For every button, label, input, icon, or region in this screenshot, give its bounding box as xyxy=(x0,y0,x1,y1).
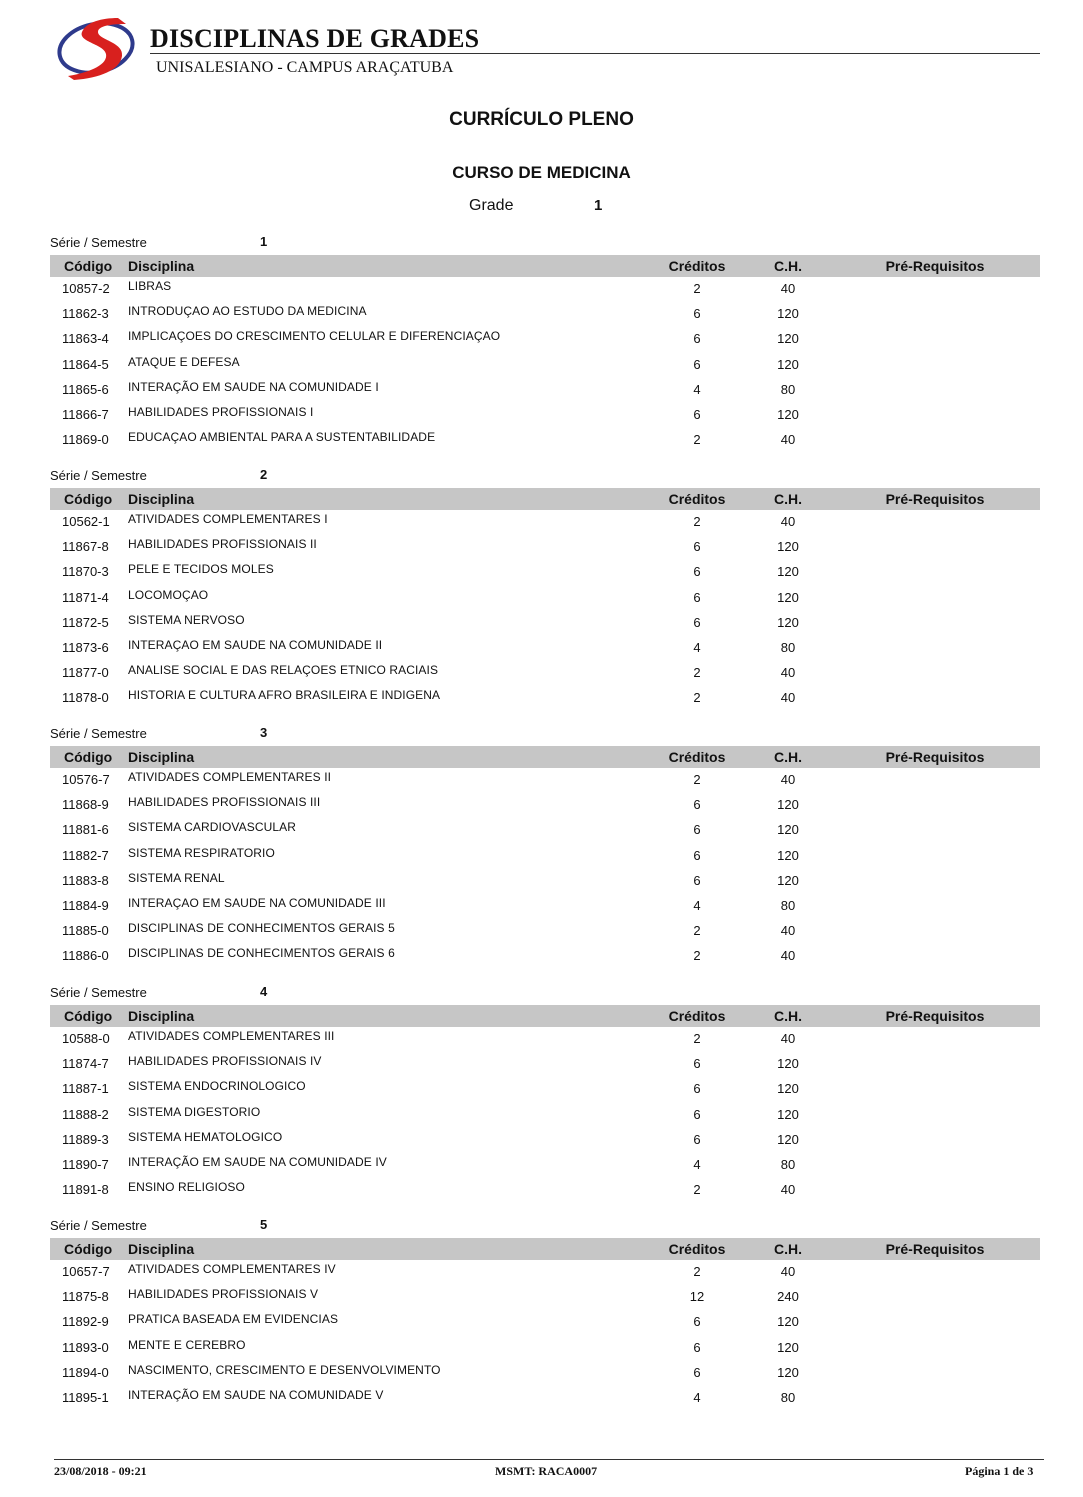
header-credits: Créditos xyxy=(668,1241,726,1257)
header-ch: C.H. xyxy=(774,1241,802,1257)
discipline-name: HABILIDADES PROFISSIONAIS I xyxy=(128,404,314,419)
semester-number: 4 xyxy=(260,984,268,999)
header-prereq: Pré-Requisitos xyxy=(885,1008,985,1024)
discipline-code: 11877-0 xyxy=(62,665,109,681)
table-row xyxy=(50,1103,1040,1128)
discipline-name: NASCIMENTO, CRESCIMENTO E DESENVOLVIMENTO xyxy=(128,1362,441,1377)
header-discipline: Disciplina xyxy=(128,258,195,274)
discipline-ch: 120 xyxy=(777,1081,799,1097)
semester-section xyxy=(50,983,1040,1203)
discipline-name: ATIVIDADES COMPLEMENTARES I xyxy=(128,512,328,526)
discipline-ch: 240 xyxy=(777,1289,799,1305)
semester-label: Série / Semestre xyxy=(50,726,147,741)
semester-section xyxy=(50,724,1040,970)
discipline-credits: 6 xyxy=(693,797,701,813)
header-credits: Créditos xyxy=(668,1008,726,1024)
discipline-credits: 6 xyxy=(693,822,701,838)
discipline-credits: 6 xyxy=(693,589,701,605)
discipline-name: SISTEMA RENAL xyxy=(128,870,225,885)
header-prereq: Pré-Requisitos xyxy=(885,258,985,274)
table-row xyxy=(50,510,1040,535)
table-row xyxy=(50,535,1040,560)
table-row xyxy=(50,1027,1040,1052)
semester-label: Série / Semestre xyxy=(50,985,147,1000)
discipline-credits: 6 xyxy=(693,1314,701,1330)
table-row xyxy=(50,818,1040,843)
discipline-code: 11889-3 xyxy=(62,1131,109,1147)
discipline-code: 11893-0 xyxy=(62,1339,109,1355)
header-discipline: Disciplina xyxy=(128,491,195,507)
discipline-ch: 120 xyxy=(777,797,799,813)
discipline-ch: 120 xyxy=(777,331,799,347)
discipline-code: 11887-1 xyxy=(62,1081,109,1097)
discipline-ch: 120 xyxy=(777,539,799,555)
discipline-code: 11871-4 xyxy=(62,589,109,605)
discipline-credits: 2 xyxy=(693,665,701,681)
discipline-credits: 6 xyxy=(693,306,701,322)
discipline-code: 11874-7 xyxy=(62,1056,109,1072)
table-row xyxy=(50,353,1040,378)
table-row xyxy=(50,302,1040,327)
table-row xyxy=(50,586,1040,611)
table-header xyxy=(50,1238,1040,1260)
semester-heading xyxy=(50,1216,1040,1238)
discipline-code: 11891-8 xyxy=(62,1182,109,1198)
table-row xyxy=(50,1361,1040,1386)
discipline-code: 11863-4 xyxy=(62,331,109,347)
discipline-credits: 4 xyxy=(693,381,701,397)
discipline-credits: 4 xyxy=(693,897,701,913)
discipline-credits: 2 xyxy=(693,1264,701,1279)
table-row xyxy=(50,277,1040,302)
table-row xyxy=(50,768,1040,793)
discipline-name: INTRODUÇAO AO ESTUDO DA MEDICINA xyxy=(128,304,367,319)
discipline-credits: 6 xyxy=(693,1339,701,1355)
semester-number: 3 xyxy=(260,725,268,740)
discipline-credits: 6 xyxy=(693,1081,701,1097)
grade-label: Grade xyxy=(469,197,514,214)
discipline-credits: 6 xyxy=(693,872,701,888)
table-row xyxy=(50,1153,1040,1178)
discipline-name: LIBRAS xyxy=(128,279,172,293)
discipline-ch: 40 xyxy=(780,1264,796,1279)
discipline-ch: 120 xyxy=(777,872,799,888)
table-row xyxy=(50,1178,1040,1203)
header-ch: C.H. xyxy=(774,491,802,507)
discipline-ch: 80 xyxy=(780,1389,796,1405)
table-header xyxy=(50,488,1040,510)
document-subtitle: UNISALESIANO - CAMPUS ARAÇATUBA xyxy=(156,59,454,76)
discipline-name: ATAQUE E DEFESA xyxy=(128,354,240,369)
discipline-ch: 120 xyxy=(777,1106,799,1122)
discipline-credits: 2 xyxy=(693,923,701,939)
header-code: Código xyxy=(64,1008,113,1024)
semester-heading xyxy=(50,466,1040,488)
discipline-ch: 40 xyxy=(780,923,796,939)
table-row xyxy=(50,636,1040,661)
discipline-ch: 120 xyxy=(777,306,799,322)
discipline-code: 10576-7 xyxy=(62,772,110,787)
table-row xyxy=(50,793,1040,818)
semester-number: 5 xyxy=(260,1217,268,1232)
semester-heading xyxy=(50,983,1040,1005)
discipline-name: SISTEMA CARDIOVASCULAR xyxy=(128,820,297,835)
semester-heading xyxy=(50,724,1040,746)
discipline-ch: 40 xyxy=(780,1031,796,1046)
discipline-code: 11890-7 xyxy=(62,1156,109,1172)
discipline-credits: 2 xyxy=(693,1182,701,1198)
discipline-name: HABILIDADES PROFISSIONAIS IV xyxy=(128,1054,322,1069)
discipline-code: 11882-7 xyxy=(62,847,109,863)
table-row xyxy=(50,327,1040,352)
footer-report-code: MSMT: RACA0007 xyxy=(495,1464,598,1478)
discipline-credits: 6 xyxy=(693,614,701,630)
discipline-credits: 2 xyxy=(693,1031,701,1046)
header-discipline: Disciplina xyxy=(128,1241,195,1257)
discipline-ch: 120 xyxy=(777,1314,799,1330)
discipline-name: HABILIDADES PROFISSIONAIS II xyxy=(128,537,317,552)
table-row xyxy=(50,919,1040,944)
discipline-credits: 2 xyxy=(693,281,701,296)
discipline-code: 10562-1 xyxy=(62,514,110,529)
discipline-name: INTERAÇÃO EM SAUDE NA COMUNIDADE V xyxy=(128,1387,384,1402)
header-ch: C.H. xyxy=(774,749,802,765)
discipline-credits: 6 xyxy=(693,356,701,372)
discipline-ch: 40 xyxy=(780,514,796,529)
discipline-ch: 40 xyxy=(780,948,796,964)
table-row xyxy=(50,428,1040,453)
discipline-name: ENSINO RELIGIOSO xyxy=(128,1180,245,1195)
discipline-code: 11884-9 xyxy=(62,897,109,913)
discipline-credits: 2 xyxy=(693,948,701,964)
discipline-credits: 6 xyxy=(693,1056,701,1072)
discipline-code: 11865-6 xyxy=(62,381,109,397)
document-header xyxy=(0,0,1083,90)
table-row xyxy=(50,661,1040,686)
discipline-code: 11883-8 xyxy=(62,872,109,888)
table-row xyxy=(50,378,1040,403)
table-row xyxy=(50,944,1040,969)
table-row xyxy=(50,686,1040,711)
header-discipline: Disciplina xyxy=(128,749,195,765)
header-credits: Créditos xyxy=(668,258,726,274)
discipline-name: IMPLICAÇOES DO CRESCIMENTO CELULAR E DIFERENCIAÇAO xyxy=(128,329,501,344)
discipline-name: INTERAÇÃO EM SAUDE NA COMUNIDADE I xyxy=(128,379,379,394)
discipline-ch: 120 xyxy=(777,564,799,580)
discipline-code: 11866-7 xyxy=(62,406,109,422)
header-code: Código xyxy=(64,491,113,507)
discipline-code: 11885-0 xyxy=(62,923,109,939)
discipline-credits: 2 xyxy=(693,514,701,529)
discipline-ch: 80 xyxy=(780,639,796,655)
discipline-code: 11894-0 xyxy=(62,1364,109,1380)
table-row xyxy=(50,1310,1040,1335)
discipline-credits: 6 xyxy=(693,331,701,347)
discipline-ch: 120 xyxy=(777,1364,799,1380)
discipline-name: HABILIDADES PROFISSIONAIS III xyxy=(128,795,321,810)
header-prereq: Pré-Requisitos xyxy=(885,491,985,507)
discipline-credits: 6 xyxy=(693,564,701,580)
discipline-ch: 120 xyxy=(777,847,799,863)
semester-label: Série / Semestre xyxy=(50,1218,147,1233)
table-row xyxy=(50,1260,1040,1285)
discipline-name: PRATICA BASEADA EM EVIDENCIAS xyxy=(128,1312,339,1327)
discipline-ch: 40 xyxy=(780,772,796,787)
table-row xyxy=(50,894,1040,919)
footer-divider xyxy=(54,1459,1044,1460)
table-row xyxy=(50,403,1040,428)
header-code: Código xyxy=(64,1241,113,1257)
discipline-code: 10657-7 xyxy=(62,1264,110,1279)
discipline-credits: 6 xyxy=(693,1364,701,1380)
discipline-name: HABILIDADES PROFISSIONAIS V xyxy=(128,1287,319,1302)
header-credits: Créditos xyxy=(668,749,726,765)
discipline-code: 11888-2 xyxy=(62,1106,109,1122)
footer-datetime: 23/08/2018 - 09:21 xyxy=(54,1464,147,1478)
semester-label: Série / Semestre xyxy=(50,235,147,250)
discipline-ch: 40 xyxy=(780,1182,796,1198)
discipline-code: 11867-8 xyxy=(62,539,109,555)
semester-section xyxy=(50,1216,1040,1411)
header-ch: C.H. xyxy=(774,1008,802,1024)
document-title: DISCIPLINAS DE GRADES xyxy=(150,24,480,53)
discipline-credits: 2 xyxy=(693,432,701,448)
header-code: Código xyxy=(64,258,113,274)
header-discipline: Disciplina xyxy=(128,1008,195,1024)
discipline-ch: 40 xyxy=(780,690,796,706)
header-credits: Créditos xyxy=(668,491,726,507)
header-code: Código xyxy=(64,749,113,765)
semester-section xyxy=(50,466,1040,712)
discipline-credits: 4 xyxy=(693,1156,701,1172)
discipline-ch: 120 xyxy=(777,614,799,630)
discipline-code: 11878-0 xyxy=(62,690,109,706)
discipline-code: 10857-2 xyxy=(62,281,110,296)
discipline-ch: 120 xyxy=(777,1056,799,1072)
discipline-name: SISTEMA NERVOSO xyxy=(128,612,245,627)
discipline-name: EDUCAÇAO AMBIENTAL PARA A SUSTENTABILIDADE xyxy=(128,430,436,445)
discipline-name: LOCOMOÇAO xyxy=(128,587,209,602)
footer-page-number: Página 1 de 3 xyxy=(965,1464,1034,1478)
table-header xyxy=(50,746,1040,768)
discipline-credits: 6 xyxy=(693,1106,701,1122)
discipline-name: SISTEMA DIGESTORIO xyxy=(128,1104,261,1119)
discipline-ch: 120 xyxy=(777,356,799,372)
unisalesiano-s-logo-icon xyxy=(56,12,142,82)
discipline-code: 11873-6 xyxy=(62,639,109,655)
discipline-ch: 120 xyxy=(777,589,799,605)
discipline-credits: 2 xyxy=(693,772,701,787)
discipline-code: 11869-0 xyxy=(62,432,109,448)
header-prereq: Pré-Requisitos xyxy=(885,1241,985,1257)
header-prereq: Pré-Requisitos xyxy=(885,749,985,765)
table-row xyxy=(50,844,1040,869)
semester-label: Série / Semestre xyxy=(50,468,147,483)
discipline-name: INTERAÇÃO EM SAUDE NA COMUNIDADE IV xyxy=(128,1154,387,1169)
discipline-name: SISTEMA RESPIRATORIO xyxy=(128,845,275,860)
discipline-code: 11895-1 xyxy=(62,1389,109,1405)
grade-value: 1 xyxy=(594,197,603,214)
discipline-ch: 120 xyxy=(777,406,799,422)
discipline-name: ANALISE SOCIAL E DAS RELAÇOES ETNICO RACIAIS xyxy=(128,663,439,678)
discipline-code: 10588-0 xyxy=(62,1031,110,1046)
discipline-ch: 120 xyxy=(777,1339,799,1355)
discipline-ch: 80 xyxy=(780,897,796,913)
discipline-name: SISTEMA ENDOCRINOLOGICO xyxy=(128,1079,306,1094)
table-header xyxy=(50,1005,1040,1027)
discipline-credits: 12 xyxy=(689,1289,705,1305)
header-ch: C.H. xyxy=(774,258,802,274)
discipline-name: ATIVIDADES COMPLEMENTARES IV xyxy=(128,1262,336,1276)
header-divider xyxy=(150,53,1040,54)
semester-number: 1 xyxy=(260,234,268,249)
course-title: CURSO DE MEDICINA xyxy=(452,163,631,182)
table-header xyxy=(50,255,1040,277)
discipline-code: 11886-0 xyxy=(62,948,109,964)
discipline-name: DISCIPLINAS DE CONHECIMENTOS GERAIS 5 xyxy=(128,921,395,936)
discipline-name: MENTE E CEREBRO xyxy=(128,1337,246,1352)
discipline-ch: 40 xyxy=(780,432,796,448)
discipline-ch: 40 xyxy=(780,281,796,296)
discipline-code: 11864-5 xyxy=(62,356,109,372)
discipline-name: ATIVIDADES COMPLEMENTARES II xyxy=(128,770,332,784)
table-row xyxy=(50,1386,1040,1411)
discipline-credits: 2 xyxy=(693,690,701,706)
table-row xyxy=(50,869,1040,894)
discipline-name: DISCIPLINAS DE CONHECIMENTOS GERAIS 6 xyxy=(128,946,395,961)
discipline-code: 11862-3 xyxy=(62,306,109,322)
discipline-credits: 6 xyxy=(693,1131,701,1147)
discipline-name: ATIVIDADES COMPLEMENTARES III xyxy=(128,1029,335,1043)
discipline-name: SISTEMA HEMATOLOGICO xyxy=(128,1129,283,1144)
discipline-code: 11892-9 xyxy=(62,1314,109,1330)
discipline-ch: 40 xyxy=(780,665,796,681)
table-row xyxy=(50,1128,1040,1153)
discipline-credits: 4 xyxy=(693,639,701,655)
discipline-name: PELE E TECIDOS MOLES xyxy=(128,562,274,577)
discipline-ch: 120 xyxy=(777,822,799,838)
semester-number: 2 xyxy=(260,467,268,482)
table-row xyxy=(50,560,1040,585)
discipline-code: 11868-9 xyxy=(62,797,109,813)
discipline-name: INTERAÇAO EM SAUDE NA COMUNIDADE II xyxy=(128,637,383,652)
discipline-credits: 6 xyxy=(693,539,701,555)
discipline-name: INTERAÇAO EM SAUDE NA COMUNIDADE III xyxy=(128,895,386,910)
discipline-credits: 4 xyxy=(693,1389,701,1405)
semester-heading xyxy=(50,233,1040,255)
table-row xyxy=(50,1285,1040,1310)
table-row xyxy=(50,1077,1040,1102)
discipline-ch: 120 xyxy=(777,1131,799,1147)
table-row xyxy=(50,1336,1040,1361)
semester-section xyxy=(50,233,1040,453)
discipline-code: 11872-5 xyxy=(62,614,109,630)
table-row xyxy=(50,1052,1040,1077)
main-title: CURRÍCULO PLENO xyxy=(449,109,634,130)
discipline-name: HISTORIA E CULTURA AFRO BRASILEIRA E INDIGENA xyxy=(128,688,441,703)
discipline-code: 11881-6 xyxy=(62,822,109,838)
discipline-code: 11875-8 xyxy=(62,1289,109,1305)
discipline-credits: 6 xyxy=(693,406,701,422)
discipline-code: 11870-3 xyxy=(62,564,109,580)
discipline-ch: 80 xyxy=(780,381,796,397)
table-row xyxy=(50,611,1040,636)
discipline-ch: 80 xyxy=(780,1156,796,1172)
discipline-credits: 6 xyxy=(693,847,701,863)
